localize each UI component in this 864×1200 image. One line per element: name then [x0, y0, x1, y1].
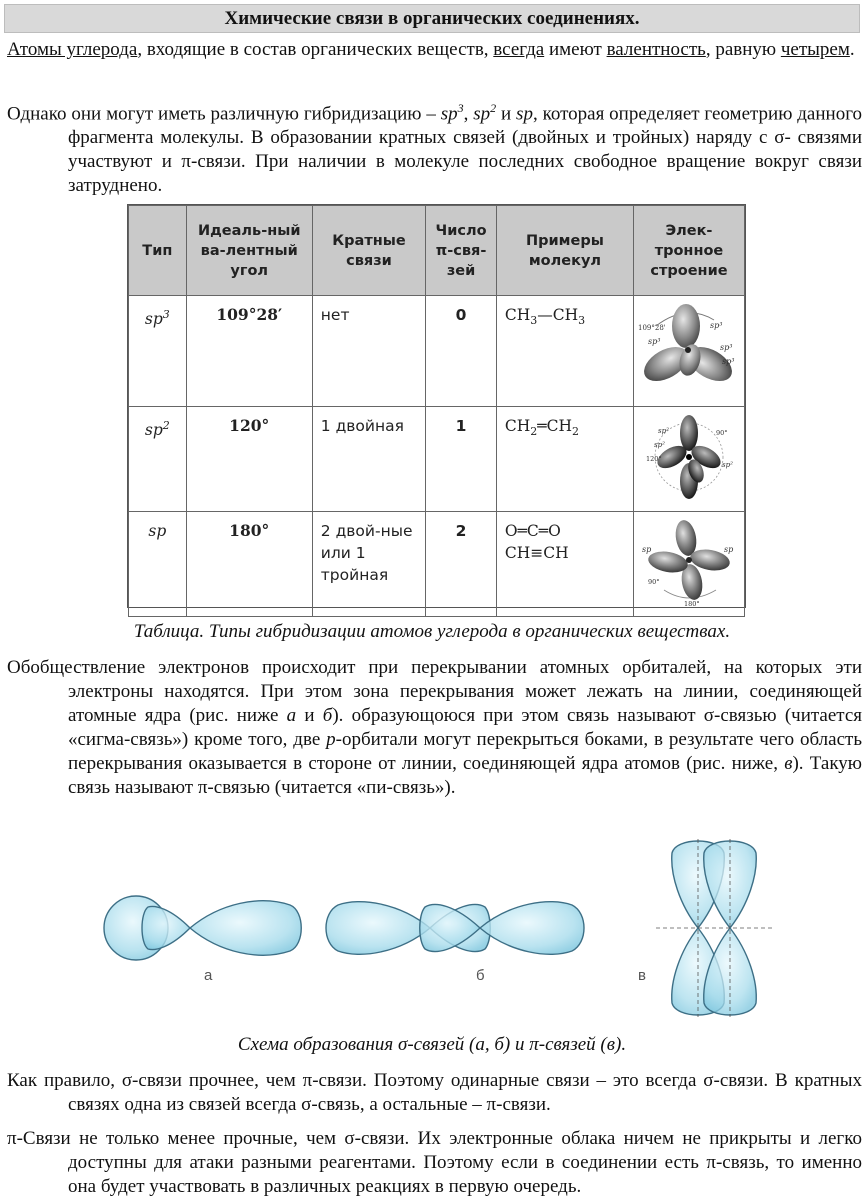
text: ,: [463, 103, 474, 125]
figure-label-v: в: [638, 967, 646, 984]
text: ). Такую связь называют π-связью (читается «пи-связь»).: [68, 753, 862, 798]
sub: 2: [530, 425, 538, 439]
orbital-label: sp³: [647, 337, 661, 346]
cell-examples: [496, 296, 633, 407]
cell-angle: 109°28′: [186, 296, 312, 407]
cell-pi-count: 0: [426, 296, 497, 407]
example-acetylene: CH≡CH: [504, 544, 569, 562]
header-type: Тип: [129, 206, 187, 296]
cell-multiple-bonds: 1 двойная: [312, 407, 425, 512]
cell-examples: [496, 407, 633, 512]
header-angle: Идеаль-ный ва-лентный угол: [186, 206, 312, 296]
cell-angle: 120°: [186, 407, 312, 512]
orbital-label: sp²: [657, 427, 669, 435]
header-multiple-bonds: Кратные связи: [312, 206, 425, 296]
term-sp3: sp: [440, 103, 458, 125]
paragraph-bond-strength: Как правило, σ-связи прочнее, чем π-связи. Поэтому одинарные связи – это всегда σ-связи. В кратных связях одна из связей всегда σ-связь, а остальные – π-связи.: [7, 1070, 862, 1115]
term-four: четырем: [780, 39, 850, 60]
text: sp: [144, 421, 163, 440]
orbital-overlap-diagram: [90, 835, 780, 1020]
sup: 3: [457, 101, 464, 115]
term-p: р: [326, 729, 336, 750]
fig-ref: б: [322, 705, 333, 726]
fig-ref: в: [784, 753, 793, 774]
text: и: [296, 705, 323, 726]
cell-structure-image: [633, 512, 744, 617]
text: CH: [504, 417, 531, 435]
text: -орбитали могут перекрыться боками, в результате чего область перекрывания оказывается в стороне от линии, соединяющей ядра атомов (рис. ниже,: [68, 729, 862, 774]
text: , входящие в состав органических веществ,: [137, 39, 494, 60]
bond-formation-figure: [90, 835, 780, 1020]
example-co2: O═C═O: [504, 522, 561, 540]
text: ). образующоюся при этом связь называют σ-связью (читается «сигма-связь») кроме того, две: [68, 705, 862, 750]
cell-type: [129, 512, 187, 617]
hybridization-table: [127, 204, 746, 608]
text: .: [849, 39, 855, 60]
header-structure: Элек-тронное строение: [633, 206, 744, 296]
term-always: всегда: [493, 39, 545, 60]
paragraph-hybridization: [7, 96, 862, 198]
table-row: [129, 512, 745, 617]
term-carbon-atoms: Атомы углерода: [7, 39, 138, 60]
sup: 2: [490, 101, 497, 115]
angle-label: 90°: [647, 578, 660, 586]
term-sp: sp: [516, 103, 533, 125]
orbital-label: sp³: [709, 321, 723, 330]
term-valency: валентность: [606, 39, 706, 60]
sub: 3: [530, 314, 538, 328]
cell-pi-count: 1: [426, 407, 497, 512]
page-title: Химические связи в органических соединениях.: [4, 4, 860, 33]
angle-label: 180°: [683, 600, 700, 608]
cell-multiple-bonds: 2 двой-ные или 1 тройная: [312, 512, 425, 617]
text: имеют: [544, 39, 607, 60]
sp3-orbital-image: [636, 298, 742, 398]
text: sp: [144, 310, 163, 329]
text: , которая определяет геометрию данного фрагмента молекулы. В образовании кратных связей (двойных и тройных) наряду с σ- связями участвуют и π-связи. При наличии в молекуле последних свободное вращение вокруг связи затруднено.: [68, 103, 863, 197]
cell-structure-image: [633, 296, 744, 407]
table-row: [129, 407, 745, 512]
orbital-label: sp³: [719, 343, 733, 352]
figure-caption: Схема образования σ-связей (а, б) и π-связей (в).: [237, 1034, 627, 1055]
sub: 3: [578, 314, 586, 328]
cell-angle: 180°: [186, 512, 312, 617]
text: ═CH: [537, 417, 572, 435]
header-examples: Примеры молекул: [496, 206, 633, 296]
figure-a: [104, 896, 301, 960]
header-pi-count: Число π-свя-зей: [426, 206, 497, 296]
sup: 3: [162, 308, 170, 321]
table-row: [129, 296, 745, 407]
sup: 2: [162, 419, 170, 432]
angle-label: 109°28': [637, 324, 666, 332]
table-caption: Таблица. Типы гибридизации атомов углерода в органических веществах.: [133, 621, 731, 642]
fig-ref: а: [286, 705, 297, 726]
figure-label-a: а: [204, 967, 213, 984]
angle-label: 120°: [645, 455, 662, 463]
cell-type: [129, 296, 187, 407]
sub: 2: [572, 425, 579, 439]
paragraph-orbital-overlap: [7, 656, 862, 800]
text: Однако они могут иметь различную гибридизацию –: [7, 103, 441, 125]
orbital-label: sp: [641, 545, 652, 554]
table-header-row: [129, 206, 745, 296]
sp-orbital-image: [636, 514, 742, 608]
orbital-label: sp²: [721, 461, 733, 469]
term-sp2: sp: [473, 103, 491, 125]
figure-b: [326, 902, 584, 955]
text: CH: [504, 306, 531, 324]
text: sp: [148, 522, 167, 540]
cell-pi-count: 2: [426, 512, 497, 617]
cell-multiple-bonds: нет: [312, 296, 425, 407]
cell-examples: [496, 512, 633, 617]
text: , равную: [705, 39, 781, 60]
cell-type: [129, 407, 187, 512]
sp2-orbital-image: [636, 409, 742, 503]
figure-label-b: б: [476, 967, 485, 984]
paragraph-pi-reactivity: π-Связи не только менее прочные, чем σ-связи. Их электронные облака ничем не прикрыты и легко доступны для атаки разными реагентами. Поэтому если в соединении есть π-связь, то именно она будет участвовать в различных реакциях в первую очередь.: [7, 1128, 862, 1197]
paragraph-valency: [7, 38, 862, 62]
cell-structure-image: [633, 407, 744, 512]
orbital-label: sp: [723, 545, 734, 554]
text: Обобществление электронов происходит при перекрывании атомных орбиталей, на которых эти электроны находятся. При этом зона перекрывания может лежать на линии, соединяющей атомные ядра (рис. ниже: [7, 657, 862, 726]
text: —CH: [537, 306, 579, 324]
orbital-label: sp³: [721, 357, 735, 366]
text: и: [496, 103, 517, 125]
orbital-label: sp²: [653, 441, 665, 449]
angle-label: 90°: [715, 429, 728, 437]
